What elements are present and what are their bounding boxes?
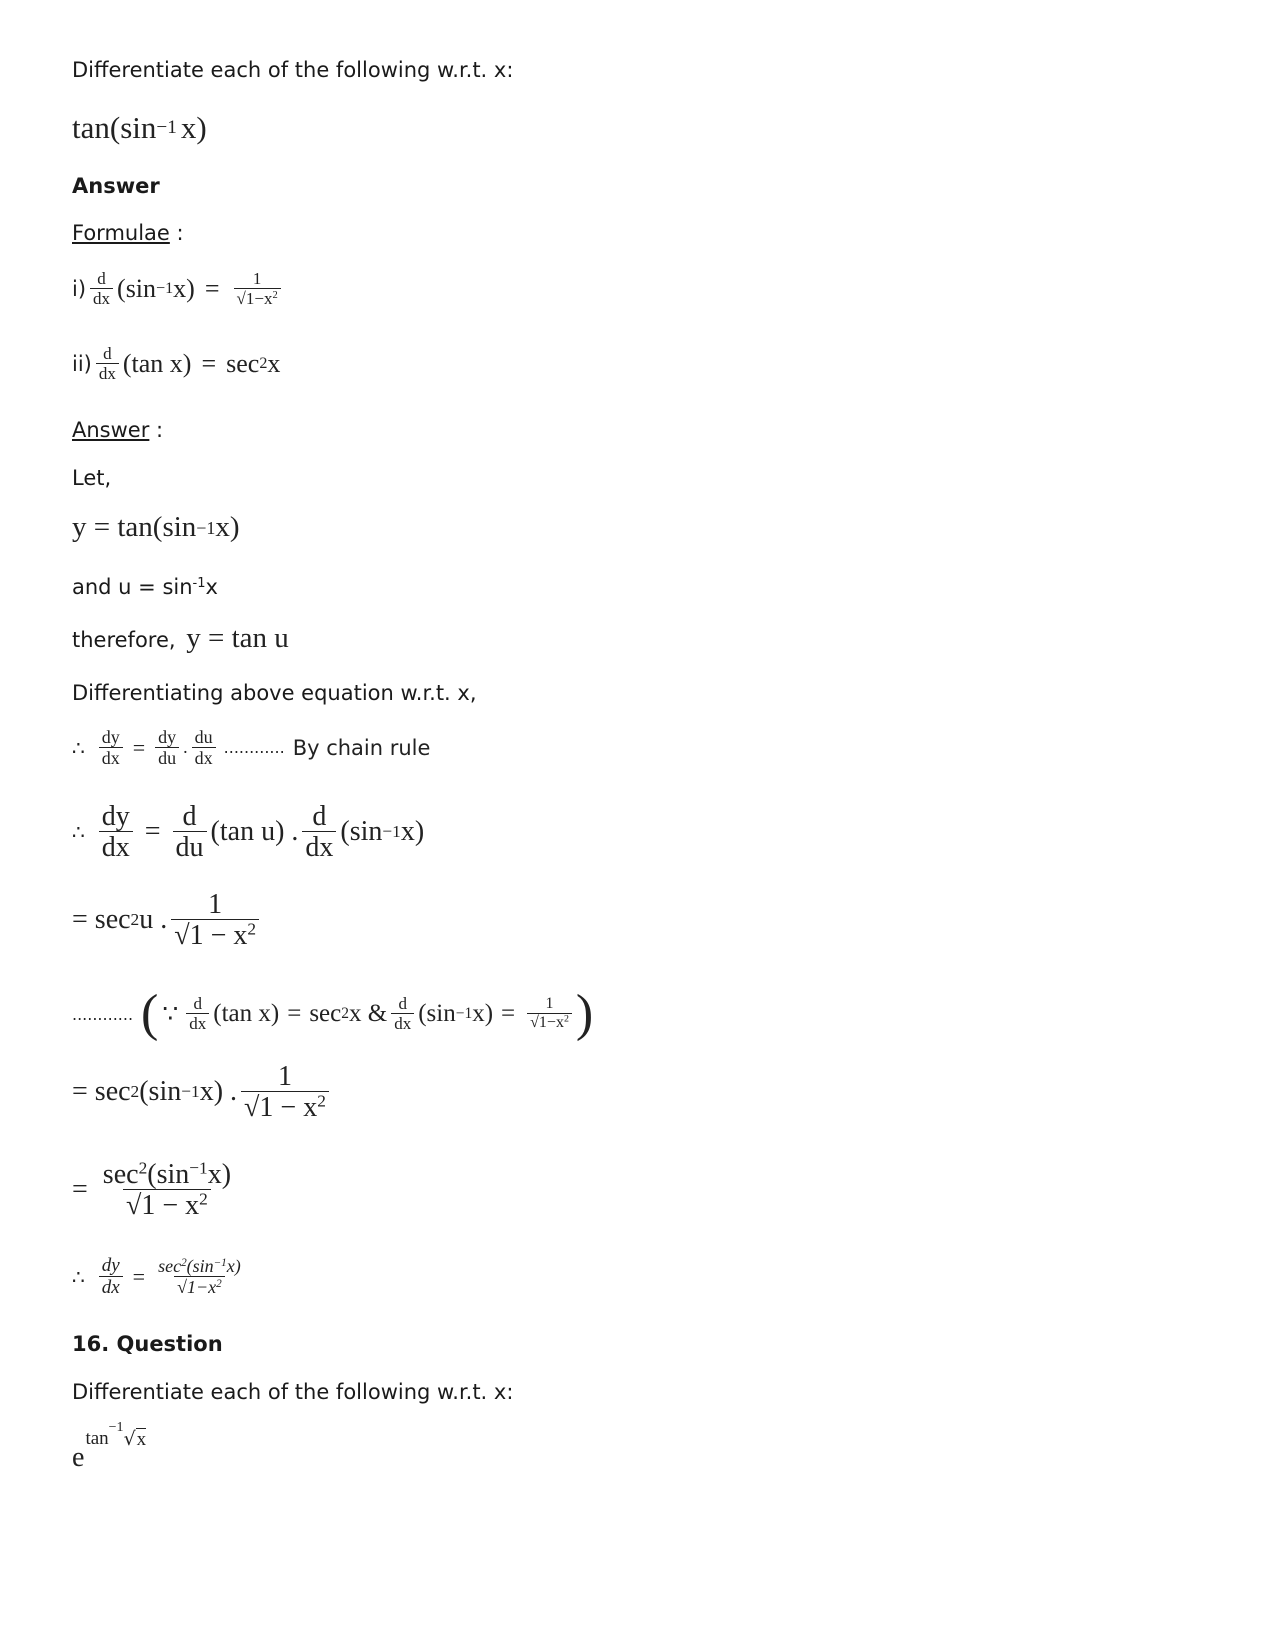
chain-rule: ∴ $\frac{dy}{dx}$ = $\frac{dy}{du}$ . $\frac{du}{dx}$ ............ By chain rule <box>72 727 431 768</box>
question-prompt: Differentiate each of the following w.r.t. x: <box>72 58 514 82</box>
question-16-prompt: Differentiate each of the following w.r.t. x: <box>72 1380 514 1404</box>
step-sec-u: = sec 2 u . $\frac{1}{√1 - x^2}$ <box>72 890 263 951</box>
problem-expression: tan(sin −1 x) <box>72 110 207 145</box>
equation-y: y = tan(sin −1 x) <box>72 511 240 543</box>
formula-2: ii) $\frac{d}{dx}$ (tan x) = sec 2 x <box>72 344 281 383</box>
question-16-heading: 16. Question <box>72 1332 223 1356</box>
step-simplified: = $\frac{\sec^2(\sin^{-1}x)}{√1 - x^2}$ <box>72 1158 232 1222</box>
step-derivative: ∴ $\frac{dy}{dx}$ = $\frac{d}{du}$ (tan u) . $\frac{d}{dx}$ (sin −1 x) <box>72 801 425 864</box>
step-sec-sin: = sec 2 (sin −1 x) . $\frac{1}{√1 - x^2}$ <box>72 1062 333 1123</box>
formula-1: i) $\frac{d}{dx}$ (sin −1 x) = $\frac{1}{√1-x^2}$ <box>72 270 285 308</box>
formulae-label: Formulae : <box>72 221 184 245</box>
final-answer: ∴ $\frac{dy}{dx}$ = $\frac{\sec^2(\sin^{-1}x)}{√1-x^2}$ <box>72 1255 241 1298</box>
reason-line: ............ ( ∵ $\frac{d}{dx}$ (tan x) = sec 2 x & $\frac{d}{dx}$ (sin −1 x) = $\frac{1}{√1-x^2}$ ) <box>72 985 594 1042</box>
therefore-line: therefore, y = tan u <box>72 622 289 654</box>
problem-16-expression: e tan −1 √x <box>72 1420 147 1473</box>
answer-label: Answer : <box>72 418 164 442</box>
answer-heading: Answer <box>72 174 160 198</box>
substitution-u: and $u = \sin^{-1}x$ <box>72 575 218 599</box>
differentiating-text: Differentiating above equation w.r.t. x, <box>72 681 477 705</box>
let-text: Let, <box>72 466 112 490</box>
